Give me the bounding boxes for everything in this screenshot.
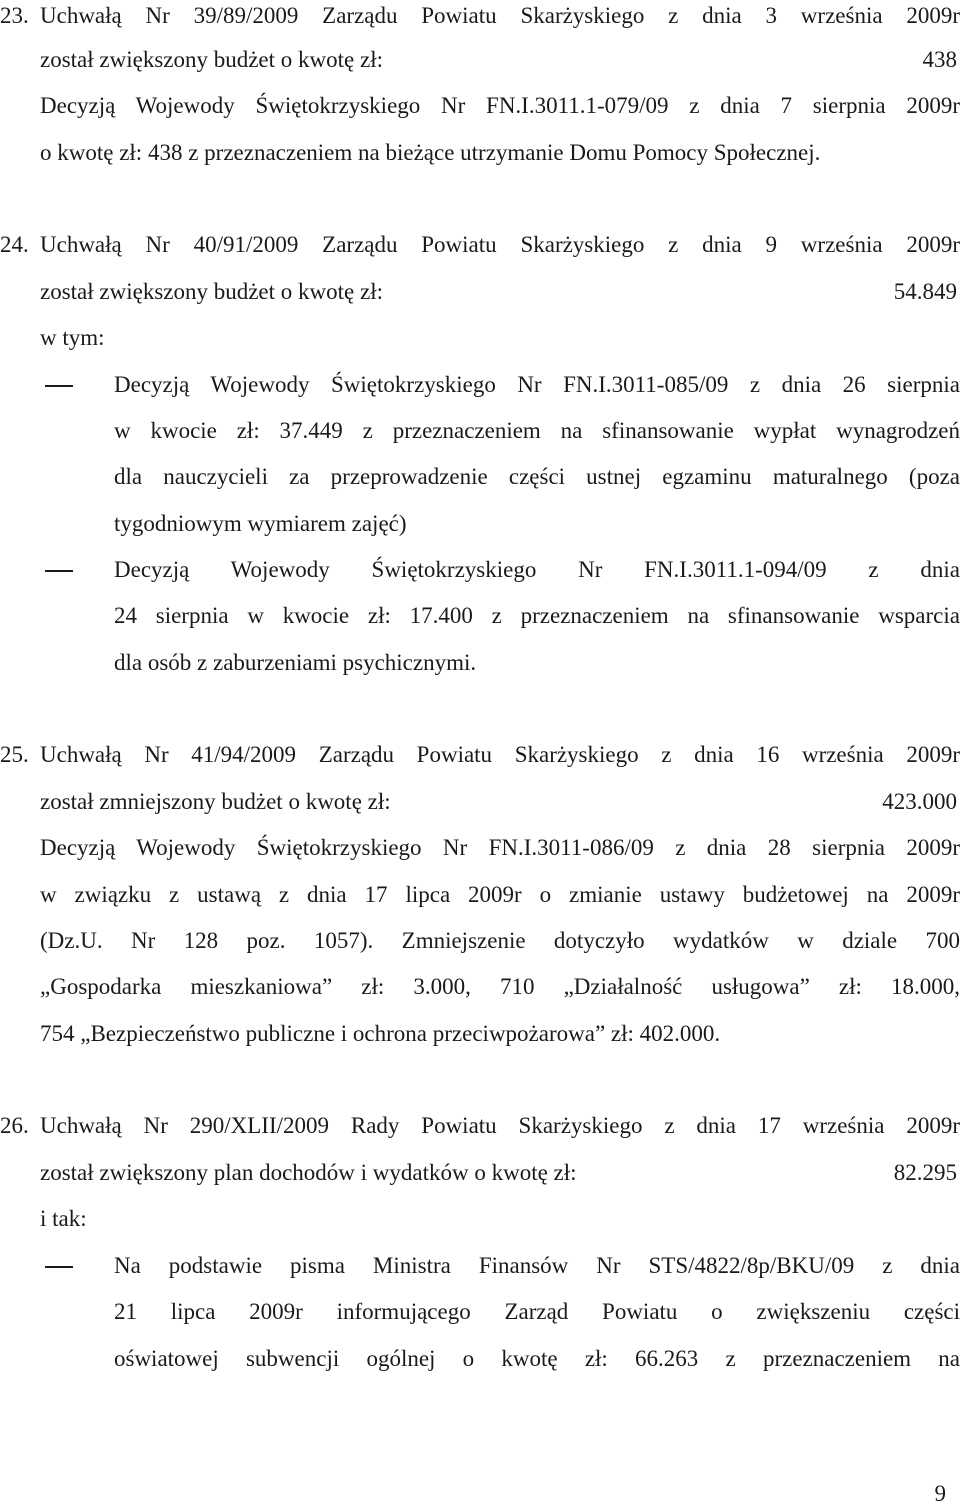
item-23-line-2: został zwiększony budżet o kwotę zł: (40, 47, 383, 72)
item-25-line-5: (Dz.U. Nr 128 poz. 1057). Zmniejszenie dotyczyło wydatków w dziale 700 (40, 928, 960, 953)
item-23-line-4: o kwotę zł: 438 z przeznaczeniem na bieżące utrzymanie Domu Pomocy Społecznej. (40, 140, 821, 165)
item-26-line-2: został zwiększony plan dochodów i wydatków o kwotę zł: (40, 1160, 577, 1185)
item-25-amount: 423.000 (882, 789, 957, 814)
item-26-bullet-1-line-2: 21 lipca 2009r informującego Zarząd Powiatu o zwiększeniu części (114, 1299, 960, 1324)
item-24-line-1: Uchwałą Nr 40/91/2009 Zarządu Powiatu Skarżyskiego z dnia 9 września 2009r (40, 232, 960, 257)
item-24-bullet-1-line-3: dla nauczycieli za przeprowadzenie części ustnej egzaminu maturalnego (poza (114, 464, 960, 489)
item-23-amount: 438 (922, 47, 957, 72)
item-24-bullet-2-line-1: Decyzją Wojewody Świętokrzyskiego Nr FN.I.3011.1-094/09 z dnia (114, 557, 960, 582)
item-26-line-3: i tak: (40, 1206, 87, 1231)
item-24-bullet-1-line-1: Decyzją Wojewody Świętokrzyskiego Nr FN.I.3011-085/09 z dnia 26 sierpnia (114, 372, 960, 397)
item-24-amount: 54.849 (893, 279, 957, 304)
item-number-26: 26. (0, 1113, 29, 1138)
item-number-24: 24. (0, 232, 29, 257)
item-26-bullet-1-line-3: oświatowej subwencji ogólnej o kwotę zł: 66.263 z przeznaczeniem na (114, 1346, 960, 1371)
item-23-line-3: Decyzją Wojewody Świętokrzyskiego Nr FN.I.3011.1-079/09 z dnia 7 sierpnia 2009r (40, 93, 960, 118)
bullet-dash (45, 1266, 73, 1268)
bullet-dash (45, 570, 73, 572)
item-25-line-7: 754 „Bezpieczeństwo publiczne i ochrona przeciwpożarowa” zł: 402.000. (40, 1021, 721, 1046)
item-25-line-2: został zmniejszony budżet o kwotę zł: (40, 789, 391, 814)
item-number-25: 25. (0, 742, 29, 767)
item-number-23: 23. (0, 3, 29, 28)
item-24-bullet-2-line-3: dla osób z zaburzeniami psychicznymi. (114, 650, 477, 675)
item-26-line-1: Uchwałą Nr 290/XLII/2009 Rady Powiatu Skarżyskiego z dnia 17 września 2009r (40, 1113, 960, 1138)
item-25-line-1: Uchwałą Nr 41/94/2009 Zarządu Powiatu Skarżyskiego z dnia 16 września 2009r (40, 742, 960, 767)
item-26-amount: 82.295 (893, 1160, 957, 1185)
item-25-line-3: Decyzją Wojewody Świętokrzyskiego Nr FN.I.3011-086/09 z dnia 28 sierpnia 2009r (40, 835, 960, 860)
bullet-dash (45, 385, 73, 387)
item-23-line-1: Uchwałą Nr 39/89/2009 Zarządu Powiatu Skarżyskiego z dnia 3 września 2009r (40, 3, 960, 28)
item-24-bullet-1-line-2: w kwocie zł: 37.449 z przeznaczeniem na sfinansowanie wypłat wynagrodzeń (114, 418, 960, 443)
item-24-bullet-2-line-2: 24 sierpnia w kwocie zł: 17.400 z przeznaczeniem na sfinansowanie wsparcia (114, 603, 960, 628)
page-number: 9 (934, 1481, 946, 1506)
item-25-line-6: „Gospodarka mieszkaniowa” zł: 3.000, 710 „Działalność usługowa” zł: 18.000, (40, 974, 960, 999)
item-24-line-2: został zwiększony budżet o kwotę zł: (40, 279, 383, 304)
item-24-bullet-1-line-4: tygodniowym wymiarem zajęć) (114, 511, 407, 536)
item-24-line-3: w tym: (40, 325, 105, 350)
item-26-bullet-1-line-1: Na podstawie pisma Ministra Finansów Nr STS/4822/8p/BKU/09 z dnia (114, 1253, 960, 1278)
item-25-line-4: w związku z ustawą z dnia 17 lipca 2009r o zmianie ustawy budżetowej na 2009r (40, 882, 960, 907)
